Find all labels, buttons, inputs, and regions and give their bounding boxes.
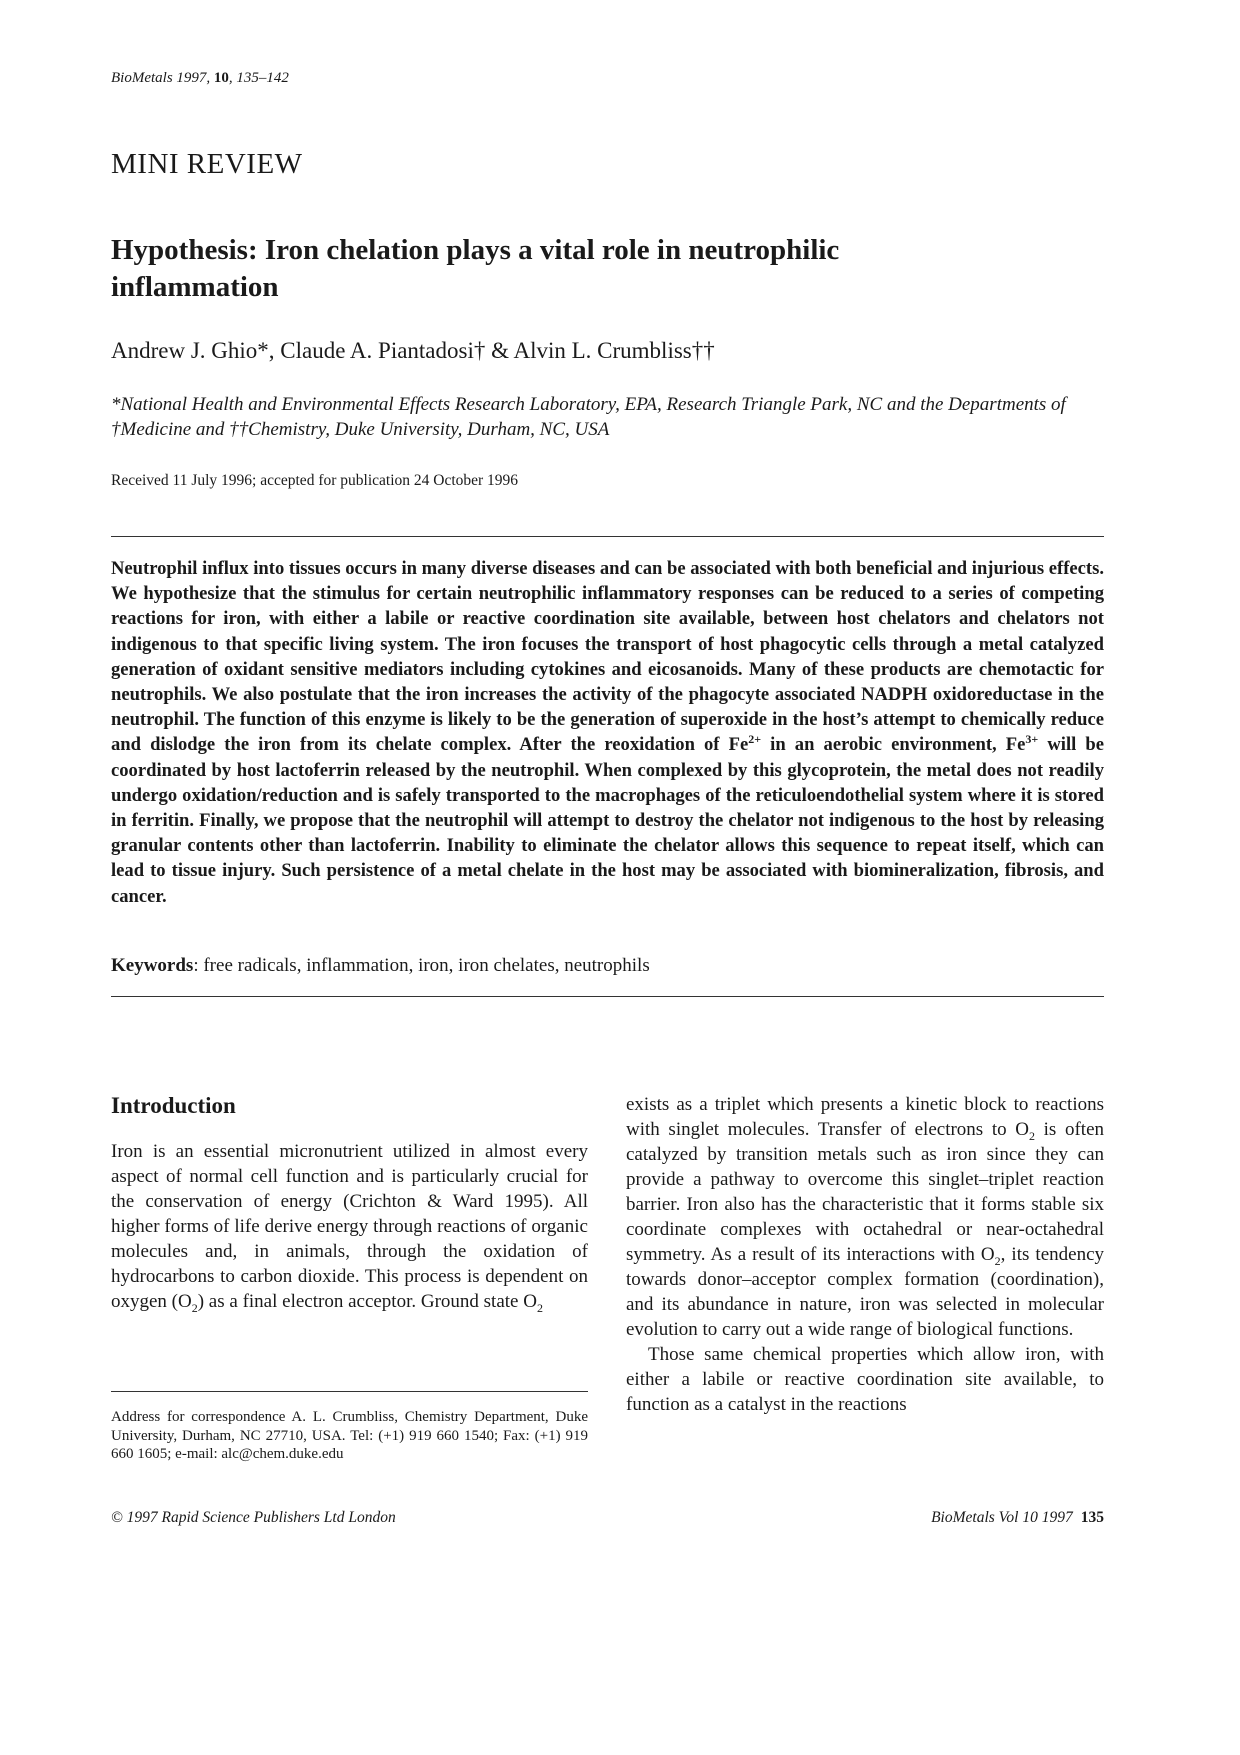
abstract-text-1: Neutrophil influx into tissues occurs in many diverse diseases and can be associated with both beneficial and injurious effects. We hypothesize that the stimulus for certain neutrophilic inflammatory responses can be reduced to a series of competing reactions for iron, with either a labile or reactive coordination site available, between host chelators and chelators not indigenous to that specific living system. The iron focuses the transport of host phagocytic cells through a metal catalyzed generation of oxidant sensitive mediators including cytokines and eicosanoids. Many of these products are chemotactic for neutrophils. We also postulate that the iron increases the activity of the phagocyte associated NADPH oxidoreductase in the neutrophil. The function of this enzyme is likely to be the generation of superoxide in the host’s attempt to chemically reduce and dislodge the iron from its chelate complex. After the reoxidation of Fe (111, 558, 1104, 756)
section-label: MINI REVIEW (111, 148, 303, 180)
page-number: 135 (1080, 1509, 1104, 1526)
abstract-superscript-2: 3+ (1025, 732, 1039, 747)
affiliation: *National Health and Environmental Effects Research Laboratory, EPA, Research Triangle Park, NC and the Departments of †Medicine and ††Chemistry, Duke University, Durham, NC, USA (111, 394, 1066, 440)
intro-text-1b: ) as a final electron acceptor. Ground state O (197, 1291, 537, 1312)
journal-name: BioMetals (111, 70, 173, 86)
correspondence-footnote: Address for correspondence A. L. Crumbliss, Chemistry Department, Duke University, Durham, NC 27710, USA. Tel: (+1) 919 660 1540; Fax: (+1) 919 660 1605; e-mail: alc@chem.duke.edu (111, 1409, 588, 1462)
abstract-bottom-rule (111, 996, 1104, 997)
journal-year: 1997, (176, 70, 211, 86)
abstract (111, 556, 1104, 909)
received-date: Received 11 July 1996; accepted for publication 24 October 1996 (111, 472, 519, 489)
page-footer (897, 1509, 1104, 1527)
intro-paragraph-1-continued (626, 1092, 1104, 1342)
keywords-text: : free radicals, inflammation, iron, iron chelates, neutrophils (193, 955, 650, 976)
abstract-top-rule (111, 536, 1104, 537)
keywords-label: Keywords (111, 955, 194, 976)
intro-text-2a: exists as a triplet which presents a kinetic block to reactions with singlet molecules. Transfer of electrons to O (626, 1094, 1104, 1140)
subscript: 2 (994, 1253, 1001, 1268)
copyright-notice: © 1997 Rapid Science Publishers Ltd London (111, 1509, 396, 1526)
journal-volume: 10 (213, 70, 229, 86)
footer-journal-ref: BioMetals Vol 10 1997 (931, 1509, 1073, 1526)
abstract-text-3: will be coordinated by host lactoferrin released by the neutrophil. When complexed by this glycoprotein, the metal does not readily undergo oxidation/reduction and is safely transported to the macrophages of the reticuloendothelial system where it is stored in ferritin. Finally, we propose that the neutrophil will attempt to destroy the chelator not indigenous to the host by releasing granular contents other than lactoferrin. Inability to eliminate the chelator allows this sequence to repeat itself, which can lead to tissue injury. Such persistence of a metal chelate in the host may be associated with biomineralization, fibrosis, and cancer. (111, 734, 1104, 907)
intro-text-2b: is often catalyzed by transition metals such as iron since they can provide a pathway to overcome this singlet–triplet reaction barrier. Iron also has the characteristic that it forms stable six coordinate complexes with octahedral or near-octahedral symmetry. As a result of its interactions with O (626, 1119, 1105, 1265)
paper-title: Hypothesis: Iron chelation plays a vital role in neutrophilic inflammation (111, 234, 840, 303)
subscript: 2 (536, 1300, 543, 1315)
journal-pages: , 135–142 (228, 70, 289, 86)
intro-text-2c: , its tendency towards donor–acceptor complex formation (coordination), and its abundance in nature, iron was selected in molecular evolution to carry out a wide range of biological functions. (626, 1244, 1105, 1340)
intro-text-1a: Iron is an essential micronutrient utilized in almost every aspect of normal cell function and is particularly crucial for the conservation of energy (Crichton & Ward 1995). All higher forms of life derive energy through reactions of organic molecules and, in animals, through the oxidation of hydrocarbons to carbon dioxide. This process is dependent on oxygen (O (111, 1141, 588, 1312)
subscript: 2 (191, 1300, 198, 1315)
subscript: 2 (1029, 1128, 1035, 1143)
intro-paragraph-2: Those same chemical properties which allow iron, with either a labile or reactive coordination site available, to function as a catalyst in the reactions (626, 1344, 1104, 1415)
intro-paragraph-1 (111, 1139, 588, 1314)
abstract-superscript-1: 2+ (748, 732, 762, 747)
abstract-text-2: in an aerobic environment, Fe (761, 734, 1026, 756)
left-column (111, 1139, 588, 1314)
keywords (111, 955, 650, 977)
section-heading-introduction: Introduction (111, 1093, 236, 1118)
footnote-rule (111, 1391, 588, 1392)
right-column (626, 1092, 1104, 1417)
author-list: Andrew J. Ghio*, Claude A. Piantadosi† & Alvin L. Crumbliss†† (111, 338, 715, 363)
running-head (111, 70, 289, 87)
